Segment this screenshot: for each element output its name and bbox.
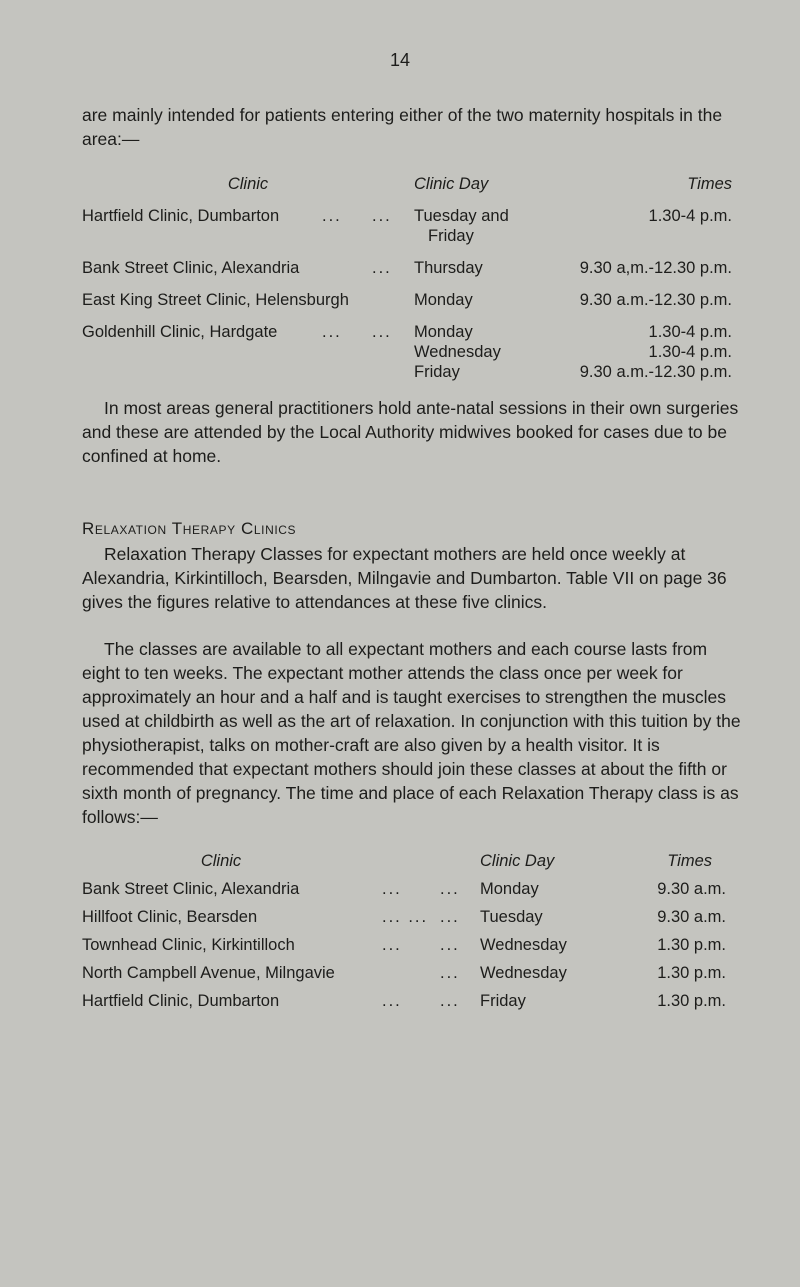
clinic-day: Tuesday	[480, 908, 543, 926]
clinic-name: Goldenhill Clinic, Hardgate	[82, 323, 278, 341]
clinic-day: Monday	[414, 323, 473, 341]
clinic-name: East King Street Clinic, Helensburgh	[82, 291, 349, 309]
dot-leader: ...	[440, 936, 460, 954]
table-row	[82, 872, 726, 900]
table-row	[82, 984, 726, 1012]
antenatal-paragraph: In most areas general practitioners hold ante-natal sessions in their own surgeries and these are attended by the Local Authority midwives booked for cases due to be confined at home.	[82, 398, 739, 466]
dot-leader	[322, 246, 372, 278]
dot-leader: ...	[382, 936, 402, 954]
dot-leader	[372, 362, 414, 382]
maternity-clinic-table	[82, 174, 732, 382]
column-header-times: Times	[667, 852, 712, 870]
column-header-clinic: Clinic	[200, 852, 242, 870]
clinic-time: 1.30-4 p.m.	[648, 207, 732, 225]
page-number: 14	[389, 50, 411, 70]
clinic-name: Bank Street Clinic, Alexandria	[82, 259, 300, 277]
table-row	[82, 246, 732, 278]
section-heading: Relaxation Therapy Clinics	[82, 519, 297, 538]
table-row	[82, 310, 732, 342]
clinic-name: Bank Street Clinic, Alexandria	[82, 880, 300, 898]
dot-leader: ...	[322, 207, 342, 225]
column-header-day: Clinic Day	[414, 175, 489, 193]
clinic-name	[82, 362, 322, 382]
clinic-day: Thursday	[414, 259, 483, 277]
column-header-clinic: Clinic	[227, 175, 269, 193]
dot-leader	[372, 226, 414, 246]
clinic-name: Hartfield Clinic, Dumbarton	[82, 992, 280, 1010]
dot-leader	[322, 226, 372, 246]
column-header-day: Clinic Day	[480, 852, 555, 870]
dot-leader	[322, 342, 372, 362]
dot-leader: ...	[372, 207, 392, 225]
clinic-day: Tuesday and	[414, 207, 509, 225]
dot-leader: ...	[382, 992, 402, 1010]
clinic-name: Townhead Clinic, Kirkintilloch	[82, 936, 295, 954]
clinic-day: Friday	[428, 227, 474, 245]
table-row	[82, 956, 726, 984]
clinic-time: 9.30 a.m.-12.30 p.m.	[579, 291, 732, 309]
table-row	[82, 900, 726, 928]
dot-leader: ...	[440, 992, 460, 1010]
clinic-time: 1.30-4 p.m.	[648, 343, 732, 361]
clinic-day: Wednesday	[480, 964, 567, 982]
clinic-name	[82, 342, 322, 362]
clinic-name	[82, 226, 322, 246]
dot-leader: ...	[382, 880, 402, 898]
dot-leader: ...	[372, 259, 392, 277]
relaxation-clinic-table	[82, 850, 726, 1012]
clinic-day: Monday	[480, 880, 539, 898]
clinic-day: Friday	[480, 992, 526, 1010]
table-row	[82, 362, 732, 382]
clinic-time: 1.30 p.m.	[657, 964, 726, 982]
clinic-day: Monday	[414, 291, 473, 309]
clinic-time: 1.30 p.m.	[657, 936, 726, 954]
dot-leader	[322, 362, 372, 382]
table-row	[82, 342, 732, 362]
table-row	[82, 928, 726, 956]
clinic-day: Wednesday	[414, 343, 501, 361]
dot-leader	[372, 342, 414, 362]
clinic-name: Hillfoot Clinic, Bearsden	[82, 908, 258, 926]
dot-leader: ... ...	[382, 908, 429, 926]
relaxation-paragraph-1: Relaxation Therapy Classes for expectant mothers are held once weekly at Alexandria, Kirkintilloch, Bearsden, Milngavie and Dumbarton. Table VII on page 36 gives the figures relative to attendances at these five clinics.	[82, 544, 727, 612]
table-header-row	[82, 174, 732, 194]
table-row	[82, 194, 732, 226]
clinic-day: Friday	[414, 363, 460, 381]
dot-leader: ...	[372, 323, 392, 341]
clinic-time: 9.30 a.m.	[657, 908, 726, 926]
intro-paragraph: are mainly intended for patients entering either of the two maternity hospitals in the area:—	[82, 105, 723, 149]
dot-leader: ...	[440, 880, 460, 898]
dot-leader: ...	[322, 323, 342, 341]
dot-leader: ...	[440, 964, 460, 982]
table-header-row	[82, 850, 726, 872]
clinic-time: 9.30 a.m.	[657, 880, 726, 898]
clinic-time	[534, 226, 732, 246]
dot-leader: ...	[440, 908, 460, 926]
clinic-time: 9.30 a,m.-12.30 p.m.	[579, 259, 732, 277]
table-row	[82, 226, 732, 246]
clinic-time: 1.30-4 p.m.	[648, 323, 732, 341]
clinic-name: Hartfield Clinic, Dumbarton	[82, 207, 280, 225]
clinic-day: Wednesday	[480, 936, 567, 954]
table-row	[82, 278, 732, 310]
relaxation-paragraph-2: The classes are available to all expectant mothers and each course lasts from eight to ten weeks. The expectant mother attends the class once per week for approximately an hour and a half and is taught exercises to strengthen the muscles used at childbirth as well as the art of relaxation. In conjunction with this tuition by the physiotherapist, talks on mother-craft are also given by a health visitor. It is recommended that expectant mothers should join these classes at about the fifth or sixth month of pregnancy. The time and place of each Relaxation Therapy class is as follows:—	[82, 639, 741, 827]
clinic-name: North Campbell Avenue, Milngavie	[82, 964, 335, 982]
clinic-time: 1.30 p.m.	[657, 992, 726, 1010]
clinic-time: 9.30 a.m.-12.30 p.m.	[579, 363, 732, 381]
column-header-times: Times	[687, 175, 732, 193]
